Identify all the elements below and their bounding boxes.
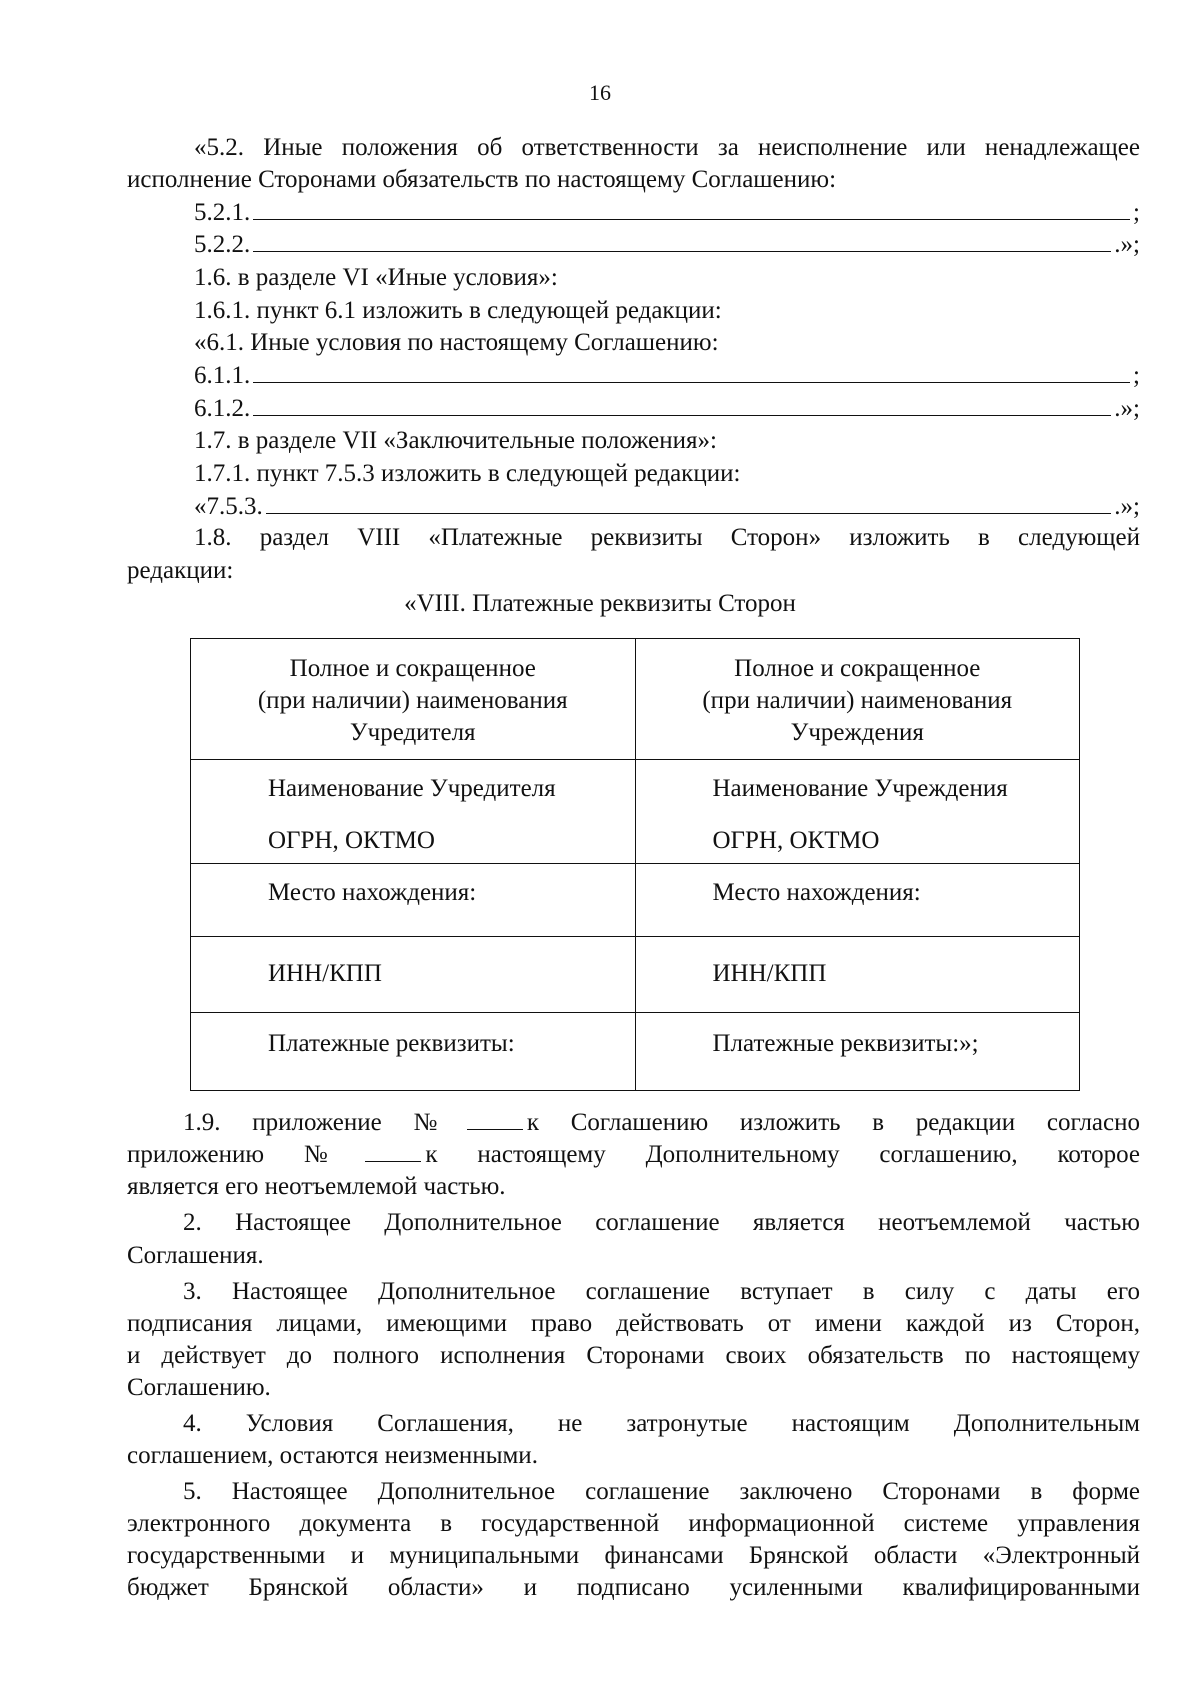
paragraph-5-line1: 5. Настоящее Дополнительное соглашение заключено Сторонами в форме [183, 1478, 1140, 1505]
paragraph-1-8-line2: редакции: [127, 557, 234, 584]
paragraph-1-6-1: 1.6.1. пункт 6.1 изложить в следующей редакции: [194, 297, 722, 324]
paragraph-6-1: «6.1. Иные условия по настоящему Соглашению: [194, 329, 719, 356]
table-row [191, 864, 1080, 937]
paragraph-1-9-line3: является его неотъемлемой частью. [127, 1173, 506, 1200]
paragraph-5-2-line2: исполнение Сторонами обязательств по настоящему Соглашению: [127, 166, 837, 193]
fill-end: ; [1133, 199, 1140, 226]
paragraph-2-line1: 2. Настоящее Дополнительное соглашение является неотъемлемой частью [183, 1209, 1140, 1236]
cell-line: Место нахождения: [268, 879, 477, 906]
table-cell [635, 760, 1080, 864]
header-line: Учреждения [790, 719, 924, 746]
paragraph-3-line2: подписания лицами, имеющими право действовать от имени каждой из Сторон, [127, 1310, 1140, 1337]
paragraph-1-7-1: 1.7.1. пункт 7.5.3 изложить в следующей редакции: [194, 460, 741, 487]
paragraph-1-9-line1 [183, 1107, 1140, 1139]
cell-line: Платежные реквизиты:»; [712, 1030, 979, 1057]
section-title: «VIII. Платежные реквизиты Сторон [404, 590, 796, 617]
fill-end: .»; [1114, 231, 1140, 258]
fill-line-7-5-3 [194, 491, 1140, 523]
paragraph-2-line2: Соглашения. [127, 1242, 264, 1269]
fill-line-6-1-1 [194, 360, 1140, 392]
blank-line [253, 229, 1111, 252]
text-run: к настоящему Дополнительному соглашению, которое [425, 1141, 1140, 1168]
paragraph-5-line4: бюджет Брянской области» и подписано усиленными квалифицированными [127, 1574, 1140, 1601]
paragraph-1-9-line2 [127, 1139, 1140, 1171]
cell-line: Платежные реквизиты: [268, 1030, 515, 1057]
fill-line-5-2-2 [194, 229, 1140, 261]
cell-line: ИНН/КПП [268, 960, 382, 987]
table-cell [635, 1013, 1080, 1091]
header-line: Учредителя [349, 719, 476, 746]
fill-label: «7.5.3. [194, 493, 263, 520]
fill-end: .»; [1114, 493, 1140, 520]
fill-end: .»; [1114, 395, 1140, 422]
blank-line [365, 1141, 421, 1162]
fill-line-6-1-2 [194, 393, 1140, 425]
table-cell [191, 760, 636, 864]
paragraph-3-line1: 3. Настоящее Дополнительное соглашение вступает в силу с даты его [183, 1278, 1140, 1305]
cell-line: ОГРН, ОКТМО [712, 827, 880, 854]
header-founder [191, 639, 636, 760]
blank-line [467, 1109, 523, 1130]
table-cell [191, 937, 636, 1013]
table-cell [635, 864, 1080, 937]
text-run: приложению № [127, 1141, 362, 1168]
header-line: Полное и сокращенное [734, 655, 981, 682]
cell-line: Место нахождения: [712, 879, 921, 906]
paragraph-3-line4: Соглашению. [127, 1374, 271, 1401]
fill-end: ; [1133, 362, 1140, 389]
table-header-row [191, 639, 1080, 760]
blank-line [253, 360, 1130, 383]
paragraph-1-8-line1: 1.8. раздел VIII «Платежные реквизиты Сторон» изложить в следующей [194, 524, 1140, 551]
cell-line: ИНН/КПП [712, 960, 827, 987]
cell-line: Наименование Учредителя [268, 775, 556, 802]
cell-line: Наименование Учреждения [712, 775, 1008, 802]
paragraph-3-line3: и действует до полного исполнения Сторонами своих обязательств по настоящему [127, 1342, 1140, 1369]
paragraph-1-6: 1.6. в разделе VI «Иные условия»: [194, 264, 558, 291]
header-line: Полное и сокращенное [289, 655, 536, 682]
blank-line [253, 197, 1130, 220]
table-row [191, 1013, 1080, 1091]
fill-label: 5.2.1. [194, 199, 251, 226]
paragraph-1-7: 1.7. в разделе VII «Заключительные положения»: [194, 427, 717, 454]
table-cell [635, 937, 1080, 1013]
paragraph-4-line1: 4. Условия Соглашения, не затронутые настоящим Дополнительным [183, 1410, 1140, 1437]
table-row [191, 760, 1080, 864]
blank-line [253, 393, 1111, 416]
fill-line-5-2-1 [194, 197, 1140, 229]
fill-label: 6.1.2. [194, 395, 251, 422]
header-line: (при наличии) наименования [257, 687, 568, 714]
header-institution [635, 639, 1080, 760]
table-cell [191, 1013, 636, 1091]
blank-line [266, 491, 1112, 514]
paragraph-5-line3: государственными и муниципальными финансами Брянской области «Электронный [127, 1542, 1140, 1569]
requisites-table [190, 638, 1080, 1091]
page-number: 16 [589, 80, 611, 105]
paragraph-5-line2: электронного документа в государственной информационной системе управления [127, 1510, 1140, 1537]
table-row [191, 937, 1080, 1013]
fill-label: 6.1.1. [194, 362, 251, 389]
paragraph-4-line2: соглашением, остаются неизменными. [127, 1442, 538, 1469]
text-run: к Соглашению изложить в редакции согласно [526, 1109, 1141, 1136]
table-cell [191, 864, 636, 937]
paragraph-5-2-line1: «5.2. Иные положения об ответственности за неисполнение или ненадлежащее [194, 134, 1140, 161]
header-line: (при наличии) наименования [702, 687, 1013, 714]
fill-label: 5.2.2. [194, 231, 251, 258]
cell-line: ОГРН, ОКТМО [268, 827, 435, 854]
text-run: 1.9. приложение № [183, 1109, 463, 1136]
